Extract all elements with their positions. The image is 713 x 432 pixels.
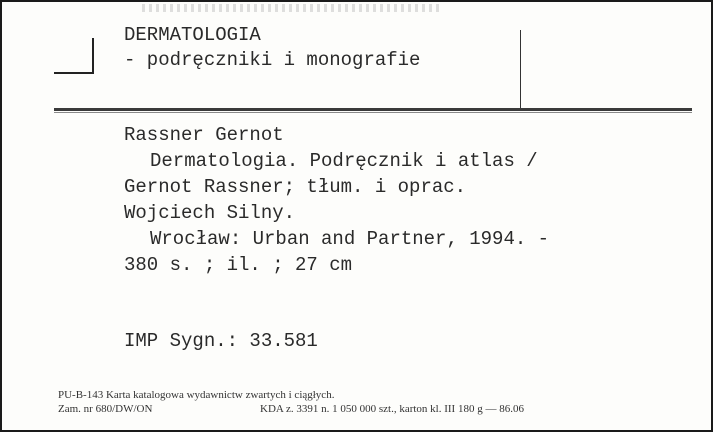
corner-bracket-horizontal: [54, 72, 94, 74]
footer-print-info: KDA z. 3391 n. 1 050 000 szt., karton kl. III 180 g — 86.06: [260, 403, 524, 415]
entry-translator-line: Wojciech Silny.: [124, 202, 296, 224]
header-title: DERMATOLOGIA: [124, 24, 261, 46]
entry-author: Rassner Gernot: [124, 124, 284, 146]
footer-form-line: PU-B-143 Karta katalogowa wydawnictw zwartych i ciągłych.: [58, 389, 335, 401]
header-divider: [520, 30, 521, 110]
entry-physical-description: 380 s. ; il. ; 27 cm: [124, 254, 353, 276]
entry-title-line: Dermatologia. Podręcznik i atlas /: [150, 150, 538, 172]
header-subtitle: - podręczniki i monografie: [124, 49, 421, 71]
footer-order-number: Zam. nr 680/DW/ON: [58, 403, 153, 415]
corner-bracket-vertical: [92, 38, 94, 74]
entry-responsibility-line: Gernot Rassner; tłum. i oprac.: [124, 176, 467, 198]
header-rule: [54, 108, 692, 111]
call-number: IMP Sygn.: 33.581: [124, 330, 318, 352]
faded-stamp-marks: [142, 4, 442, 12]
header-rule-thin: [54, 112, 692, 113]
entry-publication-line: Wrocław: Urban and Partner, 1994. -: [150, 228, 550, 250]
